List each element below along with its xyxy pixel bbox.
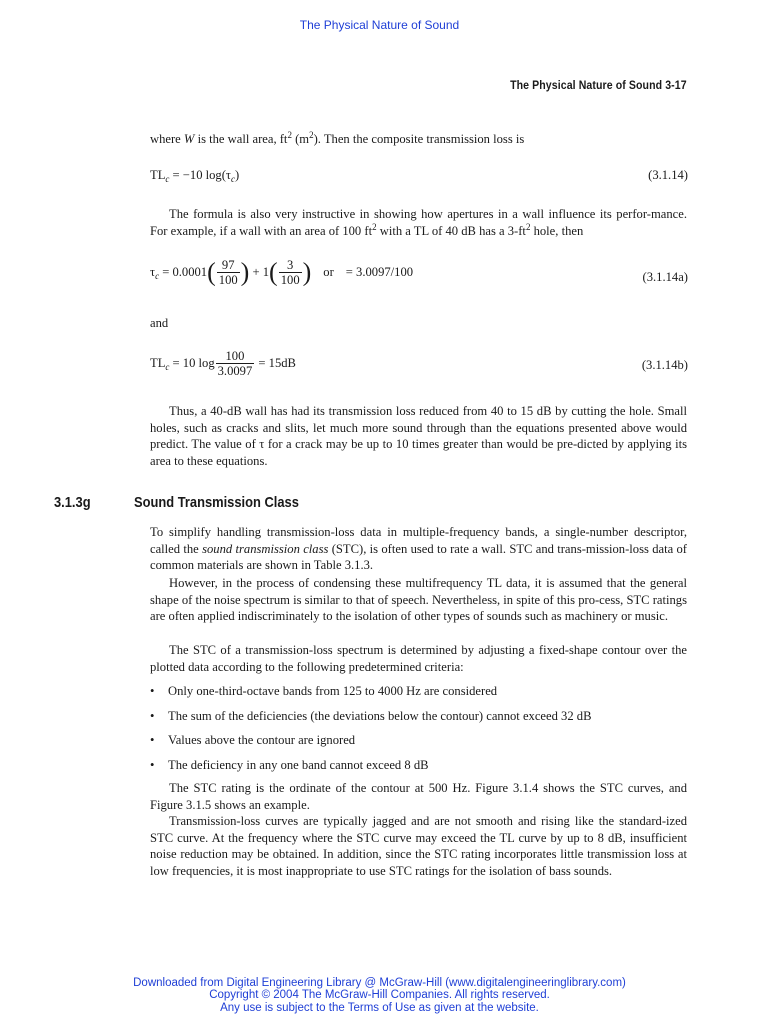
paragraph-tl-curves: Transmission-loss curves are typically jagged and are not smooth and rising like the standard-ized STC curve. At the frequency where the STC curve may exceed the TL curve by up to 8 dB, insufficient noise reduction may be obtained. In addition, since the STC rating incorporates little transmission loss at low frequencies, it is most inappropriate to use STC ratings for the isolation of bass sounds. bbox=[150, 814, 687, 878]
list-item: • The sum of the deficiencies (the deviations below the contour) cannot exceed 32 dB bbox=[150, 708, 687, 733]
footer-line-3[interactable]: Any use is subject to the Terms of Use as given at the website. bbox=[220, 1001, 539, 1014]
paragraph-stc-condensing: However, in the process of condensing these multifrequency TL data, it is assumed that the general shape of the noise spectrum is similar to that of speech. Nevertheless, in spite of this pro-cess, STC ratings are often applied indiscriminately to the isolation of other types of sounds such as machinery or music. bbox=[150, 576, 687, 624]
fraction-100-3-0097: $\frac{100}{3.0097}$ bbox=[217, 349, 253, 378]
intro-line: where W is the wall area, $ft^2$ $(m^2)$. Then the composite transmission loss is bbox=[150, 130, 525, 146]
paragraph-stc-intro: To simplify handling transmission-loss data in multiple-frequency bands, a single-number descriptor, called the sound transmission class (STC), is often used to rate a wall. STC and trans-mission-loss data of common materials are shown in Table 3.1.3. bbox=[150, 525, 687, 573]
footer-line-1[interactable]: Downloaded from Digital Engineering Library @ McGraw-Hill (www.digitalengineeringlibrary.com) bbox=[133, 977, 626, 989]
eq-lhs: $TL_c$ bbox=[150, 168, 170, 184]
equation-3-1-14: $TL_c = -10$ $\log(\tau_c)$ bbox=[150, 168, 240, 184]
connector-and: and bbox=[150, 316, 169, 330]
fraction-97-100: $\frac{97}{100}$ bbox=[218, 258, 238, 287]
paragraph-thus: Thus, a 40-dB wall has had its transmission loss reduced from 40 to 15 dB by cutting the hole. Small holes, such as cracks and slits, let much more sound through than the equations presented above would predict. The value of τ for a crack may be up to 10 times greater than would be pre-dicted by applying its area to these equations. bbox=[150, 404, 688, 468]
fraction-3-100: $\frac{3}{100}$ bbox=[280, 258, 300, 287]
running-head: The Physical Nature of Sound 3-17 bbox=[510, 78, 687, 92]
equation-3-1-14b: $TL_c = 10$ log $\frac{100}{3.0097}$ = 15dB bbox=[150, 349, 296, 378]
section-number: 3.1.3g bbox=[54, 494, 91, 511]
equation-3-1-14a: $\tau_c = 0.0001$( $\frac{97}{100}$ ) + 1( $\frac{3}{100}$ ) or = 3.0097/100 bbox=[150, 257, 414, 287]
paragraph-stc-rating: The STC rating is the ordinate of the contour at 500 Hz. Figure 3.1.4 shows the STC curves, and Figure 3.1.5 shows an example. bbox=[150, 781, 687, 812]
equation-number: (3.1.14b) bbox=[641, 358, 688, 372]
section-title: Sound Transmission Class bbox=[134, 494, 299, 511]
paragraph-apertures: The formula is also very instructive in showing how apertures in a wall influence its perfor-mance. For example, if a wall with an area of 100 $ft^2$ with a TL of 40 dB has a $3-ft^2$ hole, then bbox=[150, 207, 687, 238]
paragraph-stc-contour: The STC of a transmission-loss spectrum is determined by adjusting a fixed-shape contour over the plotted data according to the following predetermined criteria: bbox=[150, 643, 687, 674]
list-item: • The deficiency in any one band cannot exceed 8 dB bbox=[150, 757, 687, 782]
criteria-list bbox=[150, 683, 687, 781]
equation-number: (3.1.14a) bbox=[642, 270, 688, 284]
footer-line-2: Copyright © 2004 The McGraw-Hill Companies. All rights reserved. bbox=[209, 989, 550, 1002]
list-item: • Only one-third-octave bands from 125 to 4000 Hz are considered bbox=[150, 683, 687, 708]
list-item: • Values above the contour are ignored bbox=[150, 732, 687, 757]
equation-number: (3.1.14) bbox=[648, 168, 688, 182]
top-link[interactable]: The Physical Nature of Sound bbox=[299, 18, 460, 32]
footer-download-notice[interactable] bbox=[0, 977, 759, 1014]
